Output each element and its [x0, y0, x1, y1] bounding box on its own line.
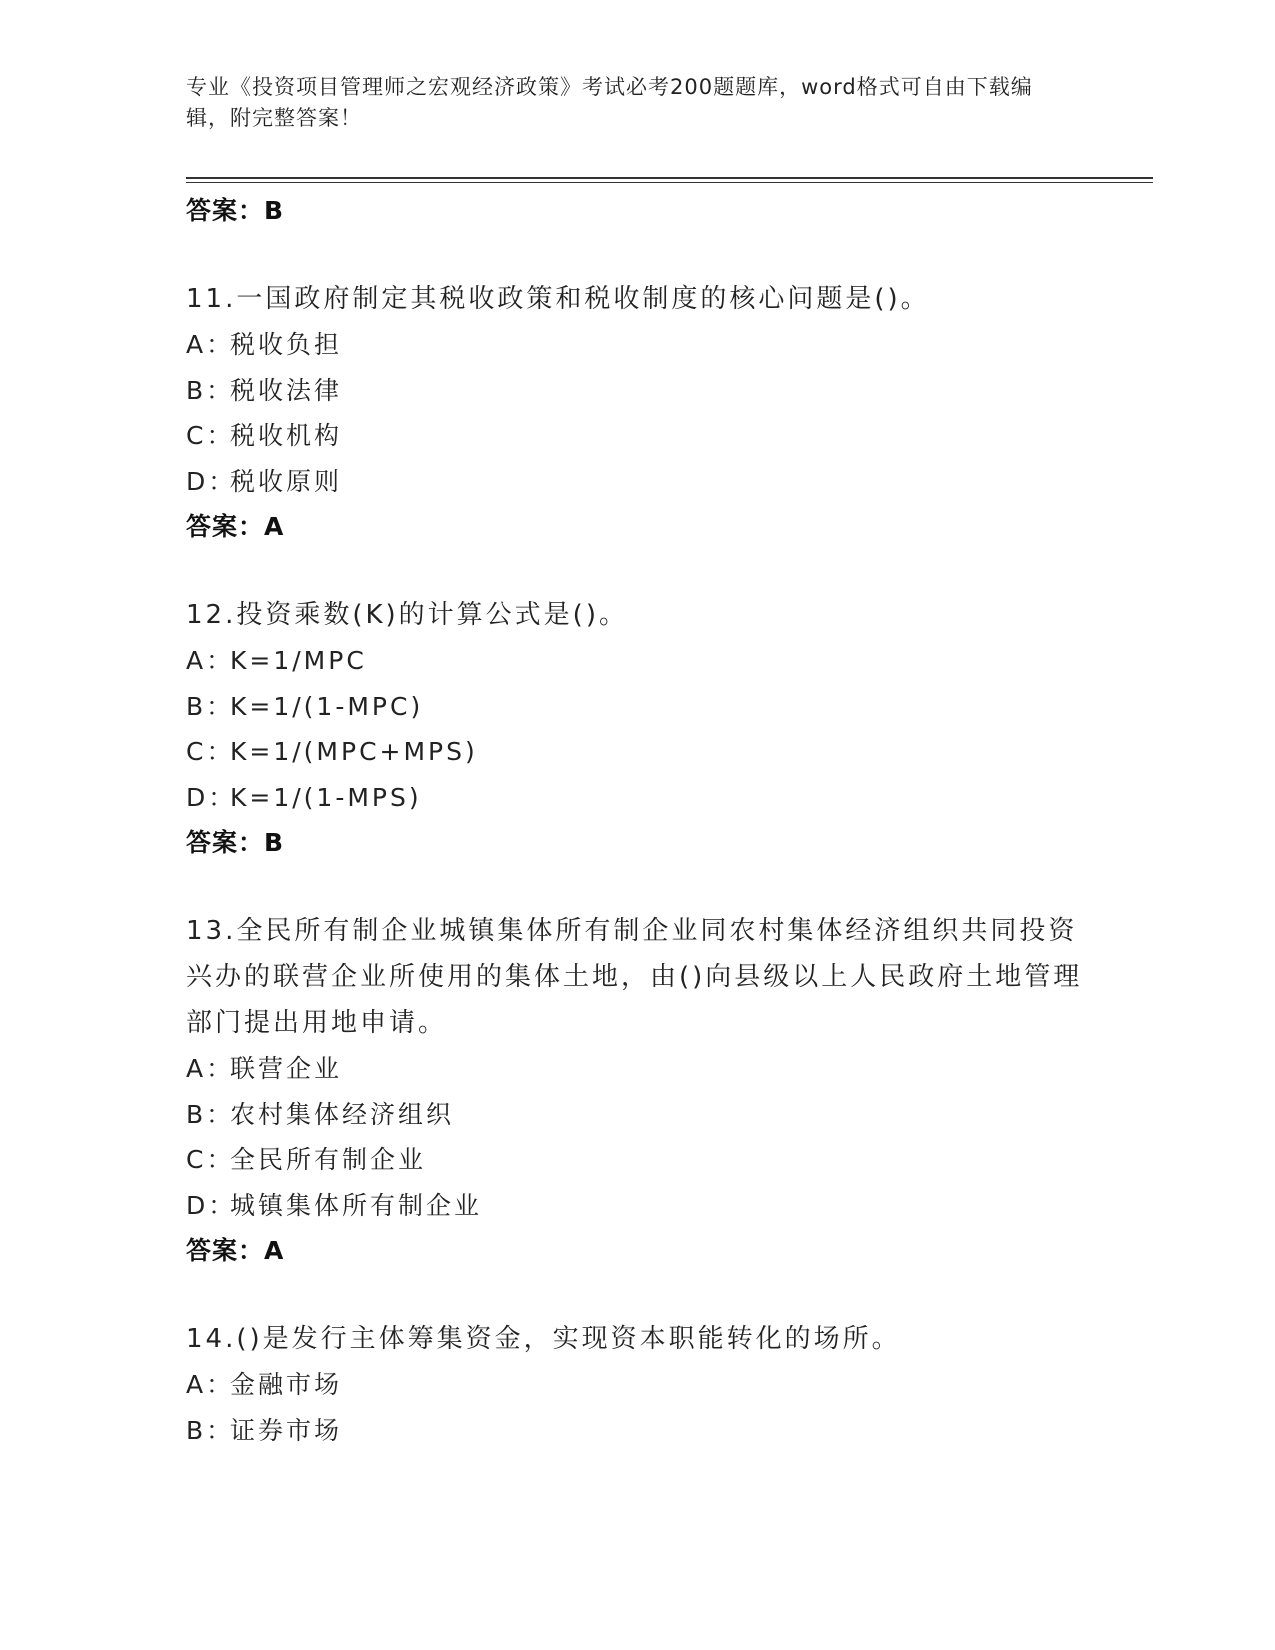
option-text: 税收负担 [230, 330, 343, 359]
option-key: B： [186, 375, 235, 405]
question-stem: 12.投资乘数(K)的计算公式是()。 [186, 600, 628, 630]
option-text: K=1/(1-MPC) [230, 691, 424, 721]
option-key: D： [186, 782, 237, 812]
option-a [186, 1362, 1086, 1408]
question-12 [186, 592, 1086, 866]
option-text: 税收法律 [230, 375, 343, 405]
header-divider [186, 177, 1153, 179]
question-13 [186, 908, 1086, 1274]
option-c [186, 413, 1086, 459]
option-text: 全民所有制企业 [230, 1145, 427, 1174]
option-a [186, 638, 1086, 684]
option-c [186, 1137, 1086, 1183]
document-header: 专业《投资项目管理师之宏观经济政策》考试必考200题题库，word格式可自由下载编辑，附完整答案！ [186, 75, 1033, 130]
option-key: B： [186, 691, 235, 721]
option-key: A： [186, 1370, 235, 1399]
option-text: 农村集体经济组织 [230, 1099, 455, 1129]
option-key: A： [186, 646, 235, 675]
option-text: K=1/MPC [230, 646, 367, 675]
option-key: D： [186, 1190, 237, 1220]
option-text: 金融市场 [230, 1370, 343, 1399]
option-a [186, 322, 1086, 368]
option-key: C： [186, 1145, 235, 1174]
option-b [186, 684, 1086, 730]
option-key: C： [186, 421, 235, 450]
option-key: A： [186, 1054, 235, 1083]
question-14 [186, 1316, 1086, 1453]
option-d [186, 459, 1086, 505]
option-a [186, 1046, 1086, 1092]
previous-answer: 答案：B [186, 196, 285, 225]
option-key: B： [186, 1099, 235, 1129]
option-c [186, 729, 1086, 775]
option-key: B： [186, 1415, 235, 1445]
answer: 答案：A [186, 1236, 285, 1265]
question-stem: 14.()是发行主体筹集资金，实现资本职能转化的场所。 [186, 1324, 901, 1354]
option-key: D： [186, 466, 237, 496]
option-d [186, 775, 1086, 821]
question-11 [186, 276, 1086, 550]
option-text: 税收机构 [230, 421, 343, 450]
option-b [186, 1408, 1086, 1454]
question-list [186, 188, 1086, 1453]
option-key: A： [186, 330, 235, 359]
option-b [186, 368, 1086, 414]
option-b [186, 1092, 1086, 1138]
header-divider-thin [186, 182, 1153, 183]
option-text: 证券市场 [230, 1415, 343, 1445]
option-text: 城镇集体所有制企业 [230, 1190, 483, 1220]
question-stem: 11.一国政府制定其税收政策和税收制度的核心问题是()。 [186, 284, 930, 314]
answer: 答案：A [186, 512, 285, 541]
option-d [186, 1183, 1086, 1229]
option-text: K=1/(1-MPS) [230, 782, 422, 812]
question-stem: 13.全民所有制企业城镇集体所有制企业同农村集体经济组织共同投资兴办的联营企业所使用的集体土地，由()向县级以上人民政府土地管理部门提出用地申请。 [186, 916, 1083, 1038]
option-key: C： [186, 737, 235, 766]
option-text: 税收原则 [230, 466, 343, 496]
option-text: 联营企业 [230, 1054, 343, 1083]
answer: 答案：B [186, 828, 285, 857]
option-text: K=1/(MPC+MPS) [230, 737, 478, 766]
